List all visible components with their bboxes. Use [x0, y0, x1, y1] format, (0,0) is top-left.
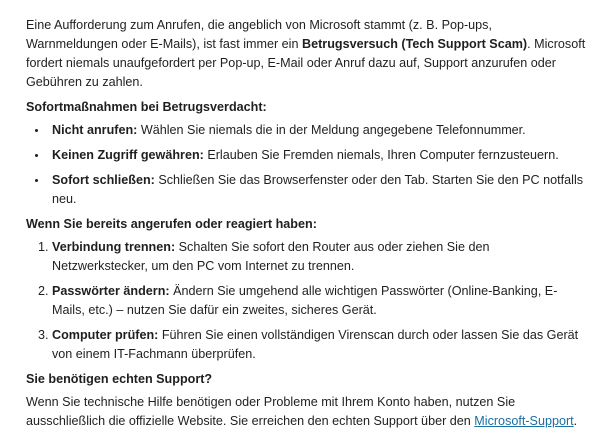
list-item: [26, 171, 586, 209]
intro-bold-scam: Betrugsversuch (Tech Support Scam): [302, 37, 528, 51]
bullet-icon: [35, 129, 38, 132]
intro-text: Eine Aufforderung zum Anrufen, die angeblich von Microsoft stammt (z. B. Pop-ups, Warnmeldungen oder E-Mails), ist fast immer ein: [26, 18, 492, 51]
support-text: Wenn Sie technische Hilfe benötigen oder Probleme mit Ihrem Konto haben, nutzen Sie ausschließlich die offizielle Website. Sie erreichen den echten Support über den: [26, 395, 516, 428]
list-item: [26, 326, 586, 364]
bullet-icon: [35, 179, 38, 182]
item-text: Führen Sie einen vollständigen Virenscan durch oder lassen Sie das Gerät von einem IT-Fachmann überprüfen.: [52, 328, 579, 361]
list-item: [26, 146, 586, 165]
already-reacted-list: [26, 238, 586, 364]
intro-paragraph: [26, 16, 586, 92]
item-title: Sofort schließen:: [52, 173, 155, 187]
list-item: [26, 282, 586, 320]
item-text: Erlauben Sie Fremden niemals, Ihren Computer fernzusteuern.: [203, 148, 559, 162]
already-reacted-heading: Wenn Sie bereits angerufen oder reagiert haben:: [26, 217, 317, 231]
support-heading: Sie benötigen echten Support?: [26, 372, 213, 386]
item-title: Keinen Zugriff gewähren:: [52, 148, 204, 162]
support-paragraph: [26, 393, 586, 431]
bullet-icon: [35, 154, 38, 157]
item-number: 2.: [38, 284, 49, 298]
item-title: Computer prüfen:: [52, 328, 159, 342]
item-title: Passwörter ändern:: [52, 284, 170, 298]
list-item: [26, 121, 586, 140]
item-text: Wählen Sie niemals die in der Meldung angegebene Telefonnummer.: [137, 123, 526, 137]
immediate-actions-list: [26, 121, 586, 209]
microsoft-support-link[interactable]: Microsoft-Support: [474, 414, 574, 428]
intro-text-end: . Microsoft fordert niemals unaufgefordert per Pop-up, E-Mail oder Anruf dazu auf, Support anzurufen oder Gebühren zu zahlen.: [26, 37, 586, 89]
item-text: Schließen Sie das Browserfenster oder den Tab. Starten Sie den PC notfalls neu.: [52, 173, 584, 206]
item-title: Verbindung trennen:: [52, 240, 176, 254]
immediate-actions-heading: Sofortmaßnahmen bei Betrugsverdacht:: [26, 100, 267, 114]
item-number: 3.: [38, 328, 49, 342]
support-text-end: .: [573, 414, 578, 428]
list-item: [26, 238, 586, 276]
item-text: Ändern Sie umgehend alle wichtigen Passwörter (Online-Banking, E-Mails, etc.) – nutzen Sie dafür ein zweites, sicheres Gerät.: [52, 284, 558, 317]
item-number: 1.: [38, 240, 49, 254]
item-title: Nicht anrufen:: [52, 123, 138, 137]
item-text: Schalten Sie sofort den Router aus oder ziehen Sie den Netzwerkstecker, um den PC vom Internet zu trennen.: [52, 240, 490, 273]
